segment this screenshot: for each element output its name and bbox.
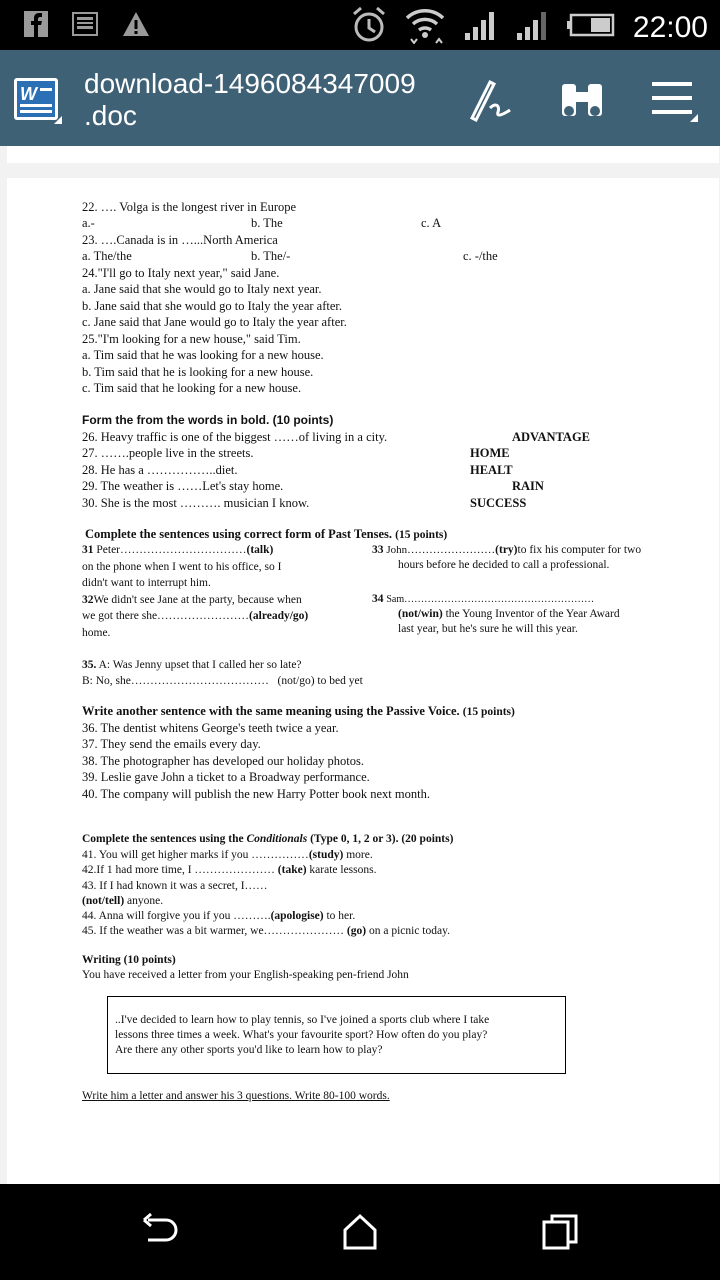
q29: 29. The weather is ……Let's stay home. — [82, 479, 284, 493]
clock: 22:00 — [632, 10, 708, 44]
writing-intro: You have received a letter from your English-speaking pen-friend John — [82, 969, 409, 981]
letter-line3: Are there any other sports you'd like to learn how to play? — [115, 1044, 383, 1056]
q34-line1: 34 Sam………………………………………………… — [372, 593, 595, 605]
q31-line1: 31 Peter……………………………(talk) — [82, 544, 274, 556]
q33-line2: hours before he decided to call a professional. — [398, 559, 610, 571]
q33-line1: 33 John……………………(try)to fix his computer for two — [372, 544, 642, 556]
warning-icon — [122, 11, 150, 42]
q23-option-a: a. The/the — [82, 249, 132, 263]
q25: 25."I'm looking for a new house," said Tim. — [82, 332, 301, 346]
q27: 27. …….people live in the streets. — [82, 446, 254, 460]
q31-line2: on the phone when I went to his office, so I — [82, 561, 282, 573]
q44: 44. Anna will forgive you if you ……….(apologise) to her. — [82, 910, 356, 922]
q25-option-c: c. Tim said that he looking for a new house. — [82, 381, 302, 395]
menu-icon[interactable] — [650, 78, 700, 129]
q43-line2: (not/tell) anyone. — [82, 895, 164, 907]
q34-line2: (not/win) the Young Inventor of the Year Award — [398, 608, 620, 620]
battery-icon — [567, 13, 615, 42]
q24-option-c: c. Jane said that Jane would go to Italy the year after. — [82, 315, 347, 329]
q40: 40. The company will publish the new Harry Potter book next month. — [82, 787, 430, 801]
past-section-heading: Complete the sentences using correct form of Past Tenses. (15 points) — [85, 527, 448, 541]
q39: 39. Leslie gave John a ticket to a Broadway performance. — [82, 770, 370, 784]
status-bar — [0, 0, 720, 50]
signal-icon — [463, 9, 497, 46]
q30: 30. She is the most ………. musician I know. — [82, 496, 310, 510]
q43-line1: 43. If I had known it was a secret, I…… — [82, 880, 268, 892]
letter-line1: ..I've decided to learn how to play tennis, so I've joined a sports club where I take — [115, 1014, 490, 1026]
document-page — [7, 178, 719, 1184]
word-document-icon[interactable] — [14, 78, 62, 124]
conditionals-section-heading: Complete the sentences using the Conditionals (Type 0, 1, 2 or 3). (20 points) — [82, 833, 454, 845]
q45: 45. If the weather was a bit warmer, we………………… (go) on a picnic today. — [82, 925, 450, 937]
writing-section-heading: Writing (10 points) — [82, 954, 176, 966]
document-title — [84, 68, 416, 132]
q22-option-c: c. A — [421, 216, 442, 230]
form-section-heading: Form the from the words in bold. (10 points) — [82, 413, 334, 427]
letter-line2: lessons three times a week. What's your favourite sport? How often do you play? — [115, 1029, 488, 1041]
q38: 38. The photographer has developed our holiday photos. — [82, 754, 365, 768]
svg-text:W: W — [20, 84, 37, 104]
wifi-icon — [405, 6, 445, 49]
passive-section-heading: Write another sentence with the same meaning using the Passive Voice. (15 points) — [82, 704, 515, 718]
document-viewer[interactable] — [0, 146, 720, 1184]
q35-line2: B: No, she……………………………… (not/go) to bed yet — [82, 675, 363, 687]
q24: 24."I'll go to Italy next year," said Jane. — [82, 266, 280, 280]
q36: 36. The dentist whitens George's teeth twice a year. — [82, 721, 339, 735]
home-icon[interactable] — [342, 1212, 378, 1257]
app-bar — [0, 50, 720, 146]
q34-line3: last year, but he's sure he will this year. — [398, 623, 578, 635]
q28-word: HEALT — [470, 463, 513, 477]
q29-word: RAIN — [512, 479, 544, 493]
q23-option-c: c. -/the — [463, 249, 498, 263]
writing-task: Write him a letter and answer his 3 questions. Write 80-100 words. — [82, 1090, 390, 1102]
alarm-icon — [351, 6, 387, 49]
q32-line2: we got there she……………………(already/go) — [82, 610, 309, 622]
q27-word: HOME — [470, 446, 510, 460]
q22: 22. …. Volga is the longest river in Europe — [82, 200, 297, 214]
q35-line1: 35. A: Was Jenny upset that I called her so late? — [82, 659, 302, 671]
q22-option-b: b. The — [251, 216, 283, 230]
q41: 41. You will get higher marks if you ……………(study) more. — [82, 849, 373, 861]
previous-page — [7, 146, 719, 163]
q26: 26. Heavy traffic is one of the biggest ……of living in a city. — [82, 430, 388, 444]
q24-option-a: a. Jane said that she would go to Italy next year. — [82, 282, 322, 296]
recent-apps-icon[interactable] — [540, 1212, 580, 1257]
q24-option-b: b. Jane said that she would go to Italy the year after. — [82, 299, 342, 313]
q32-line1: 32We didn't see Jane at the party, because when — [82, 594, 302, 606]
q26-word: ADVANTAGE — [512, 430, 591, 444]
q23: 23. ….Canada is in …...North America — [82, 233, 278, 247]
navigation-bar — [0, 1184, 720, 1280]
q23-option-b: b. The/- — [251, 249, 291, 263]
facebook-icon — [24, 11, 48, 42]
q28: 28. He has a ……………..diet. — [82, 463, 238, 477]
back-icon[interactable] — [140, 1212, 180, 1257]
q37: 37. They send the emails every day. — [82, 737, 261, 751]
binoculars-icon[interactable] — [560, 78, 604, 127]
q42: 42.If 1 had more time, I ………………… (take) karate lessons. — [82, 864, 377, 876]
image-icon — [72, 12, 98, 41]
q30-word: SUCCESS — [470, 496, 527, 510]
letter-box — [107, 996, 566, 1074]
q22-option-a: a.- — [82, 216, 95, 230]
document-title-line2: .doc — [84, 100, 137, 131]
edit-icon[interactable] — [468, 78, 516, 127]
signal-icon-2 — [515, 9, 549, 46]
q25-option-b: b. Tim said that he is looking for a new house. — [82, 365, 314, 379]
q25-option-a: a. Tim said that he was looking for a new house. — [82, 348, 324, 362]
q31-line3: didn't want to interrupt him. — [82, 577, 211, 589]
q32-line3: home. — [82, 627, 111, 639]
document-title-line1: download-1496084347009 — [84, 68, 416, 99]
